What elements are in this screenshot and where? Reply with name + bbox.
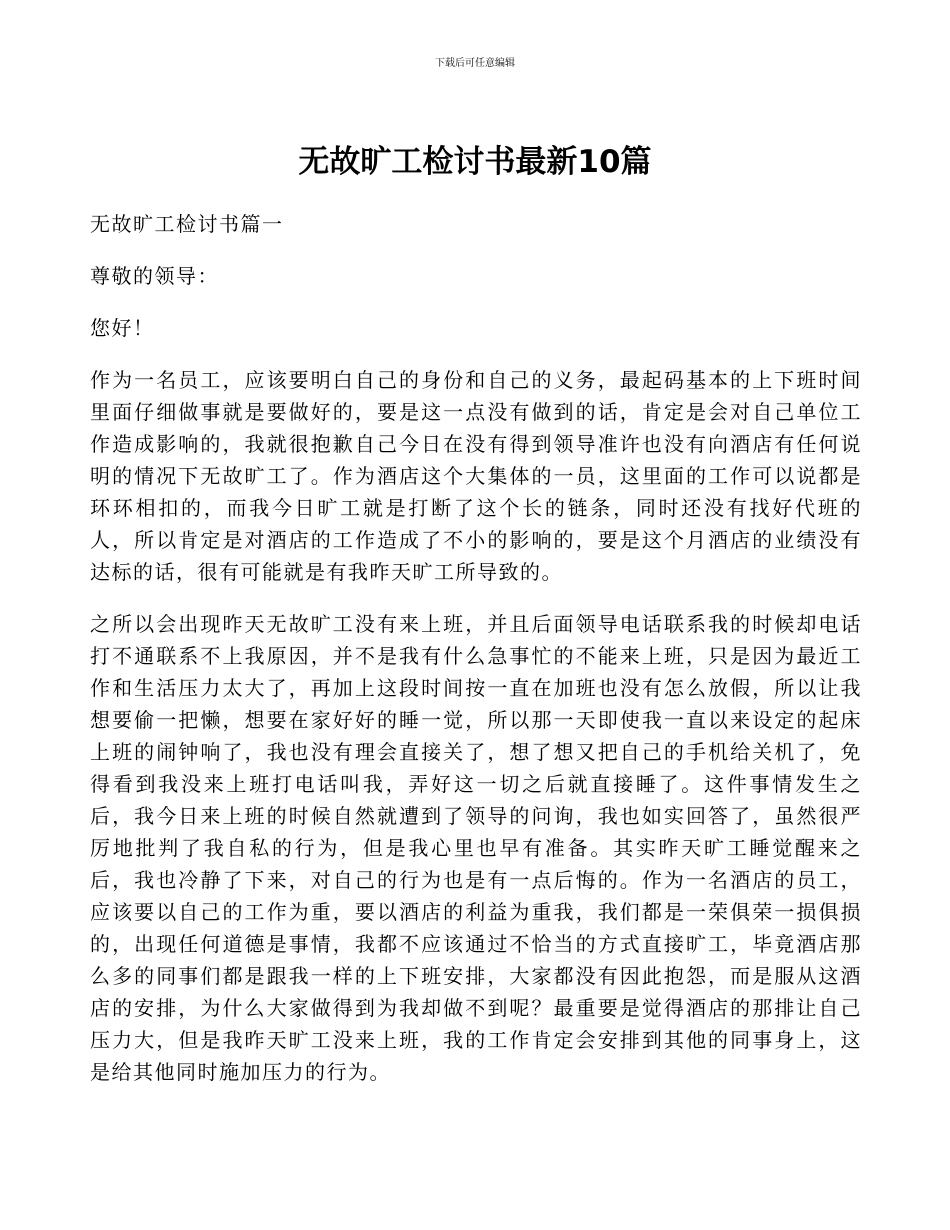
document-body [90,208,862,1108]
greeting: 您好！ [90,316,155,340]
section-heading: 无故旷工检讨书篇一 [90,212,284,236]
body-paragraph-2: 之所以会出现昨天无故旷工没有来上班，并且后面领导电话联系我的时候却电话打不通联系不上我原因，并不是我有什么急事忙的不能来上班，只是因为最近工作和生活压力太大了，再加上这段时间按一直在加班也没有怎么放假，所以让我想要偷一把懒，想要在家好好的睡一觉，所以那一天即使我一直以来设定的起床上班的闹钟响了，我也没有理会直接关了，想了想又把自己的手机给关机了，免得看到我没来上班打电话叫我，弄好这一切之后就直接睡了。这件事情发生之后，我今日来上班的时候自然就遭到了领导的问询，我也如实回答了，虽然很严厉地批判了我自私的行为，但是我心里也早有准备。其实昨天旷工睡觉醒来之后，我也冷静了下来，对自己的行为也是有一点后悔的。作为一名酒店的员工，应该要以自己的工作为重，要以酒店的利益为重我，我们都是一荣俱荣一损俱损的，出现任何道德是事情，我都不应该通过不恰当的方式直接旷工，毕竟酒店那么多的同事们都是跟我一样的上下班安排，大家都没有因此抱怨，而是服从这酒店的安排，为什么大家做得到为我却做不到呢？最重要是觉得酒店的那排让自己压力大，但是我昨天旷工没来上班，我的工作肯定会安排到其他的同事身上，这是给其他同时施加压力的行为。 [90,612,862,1084]
document-title: 无故旷工检讨书最新10篇 [298,144,652,180]
body-paragraph-1: 作为一名员工，应该要明白自己的身份和自己的义务，最起码基本的上下班时间里面仔细做事就是要做好的，要是这一点没有做到的话，肯定是会对自己单位工作造成影响的，我就很抱歉自己今日在没有得到领导准许也没有向酒店有任何说明的情况下无故旷工了。作为酒店这个大集体的一员，这里面的工作可以说都是环环相扣的，而我今日旷工就是打断了这个长的链条，同时还没有找好代班的人，所以肯定是对酒店的工作造成了不小的影响的，要是这个月酒店的业绩没有达标的话，很有可能就是有我昨天旷工所导致的。 [90,368,862,584]
header-note: 下载后可任意编辑 [435,58,515,69]
salutation: 尊敬的领导： [90,264,219,288]
